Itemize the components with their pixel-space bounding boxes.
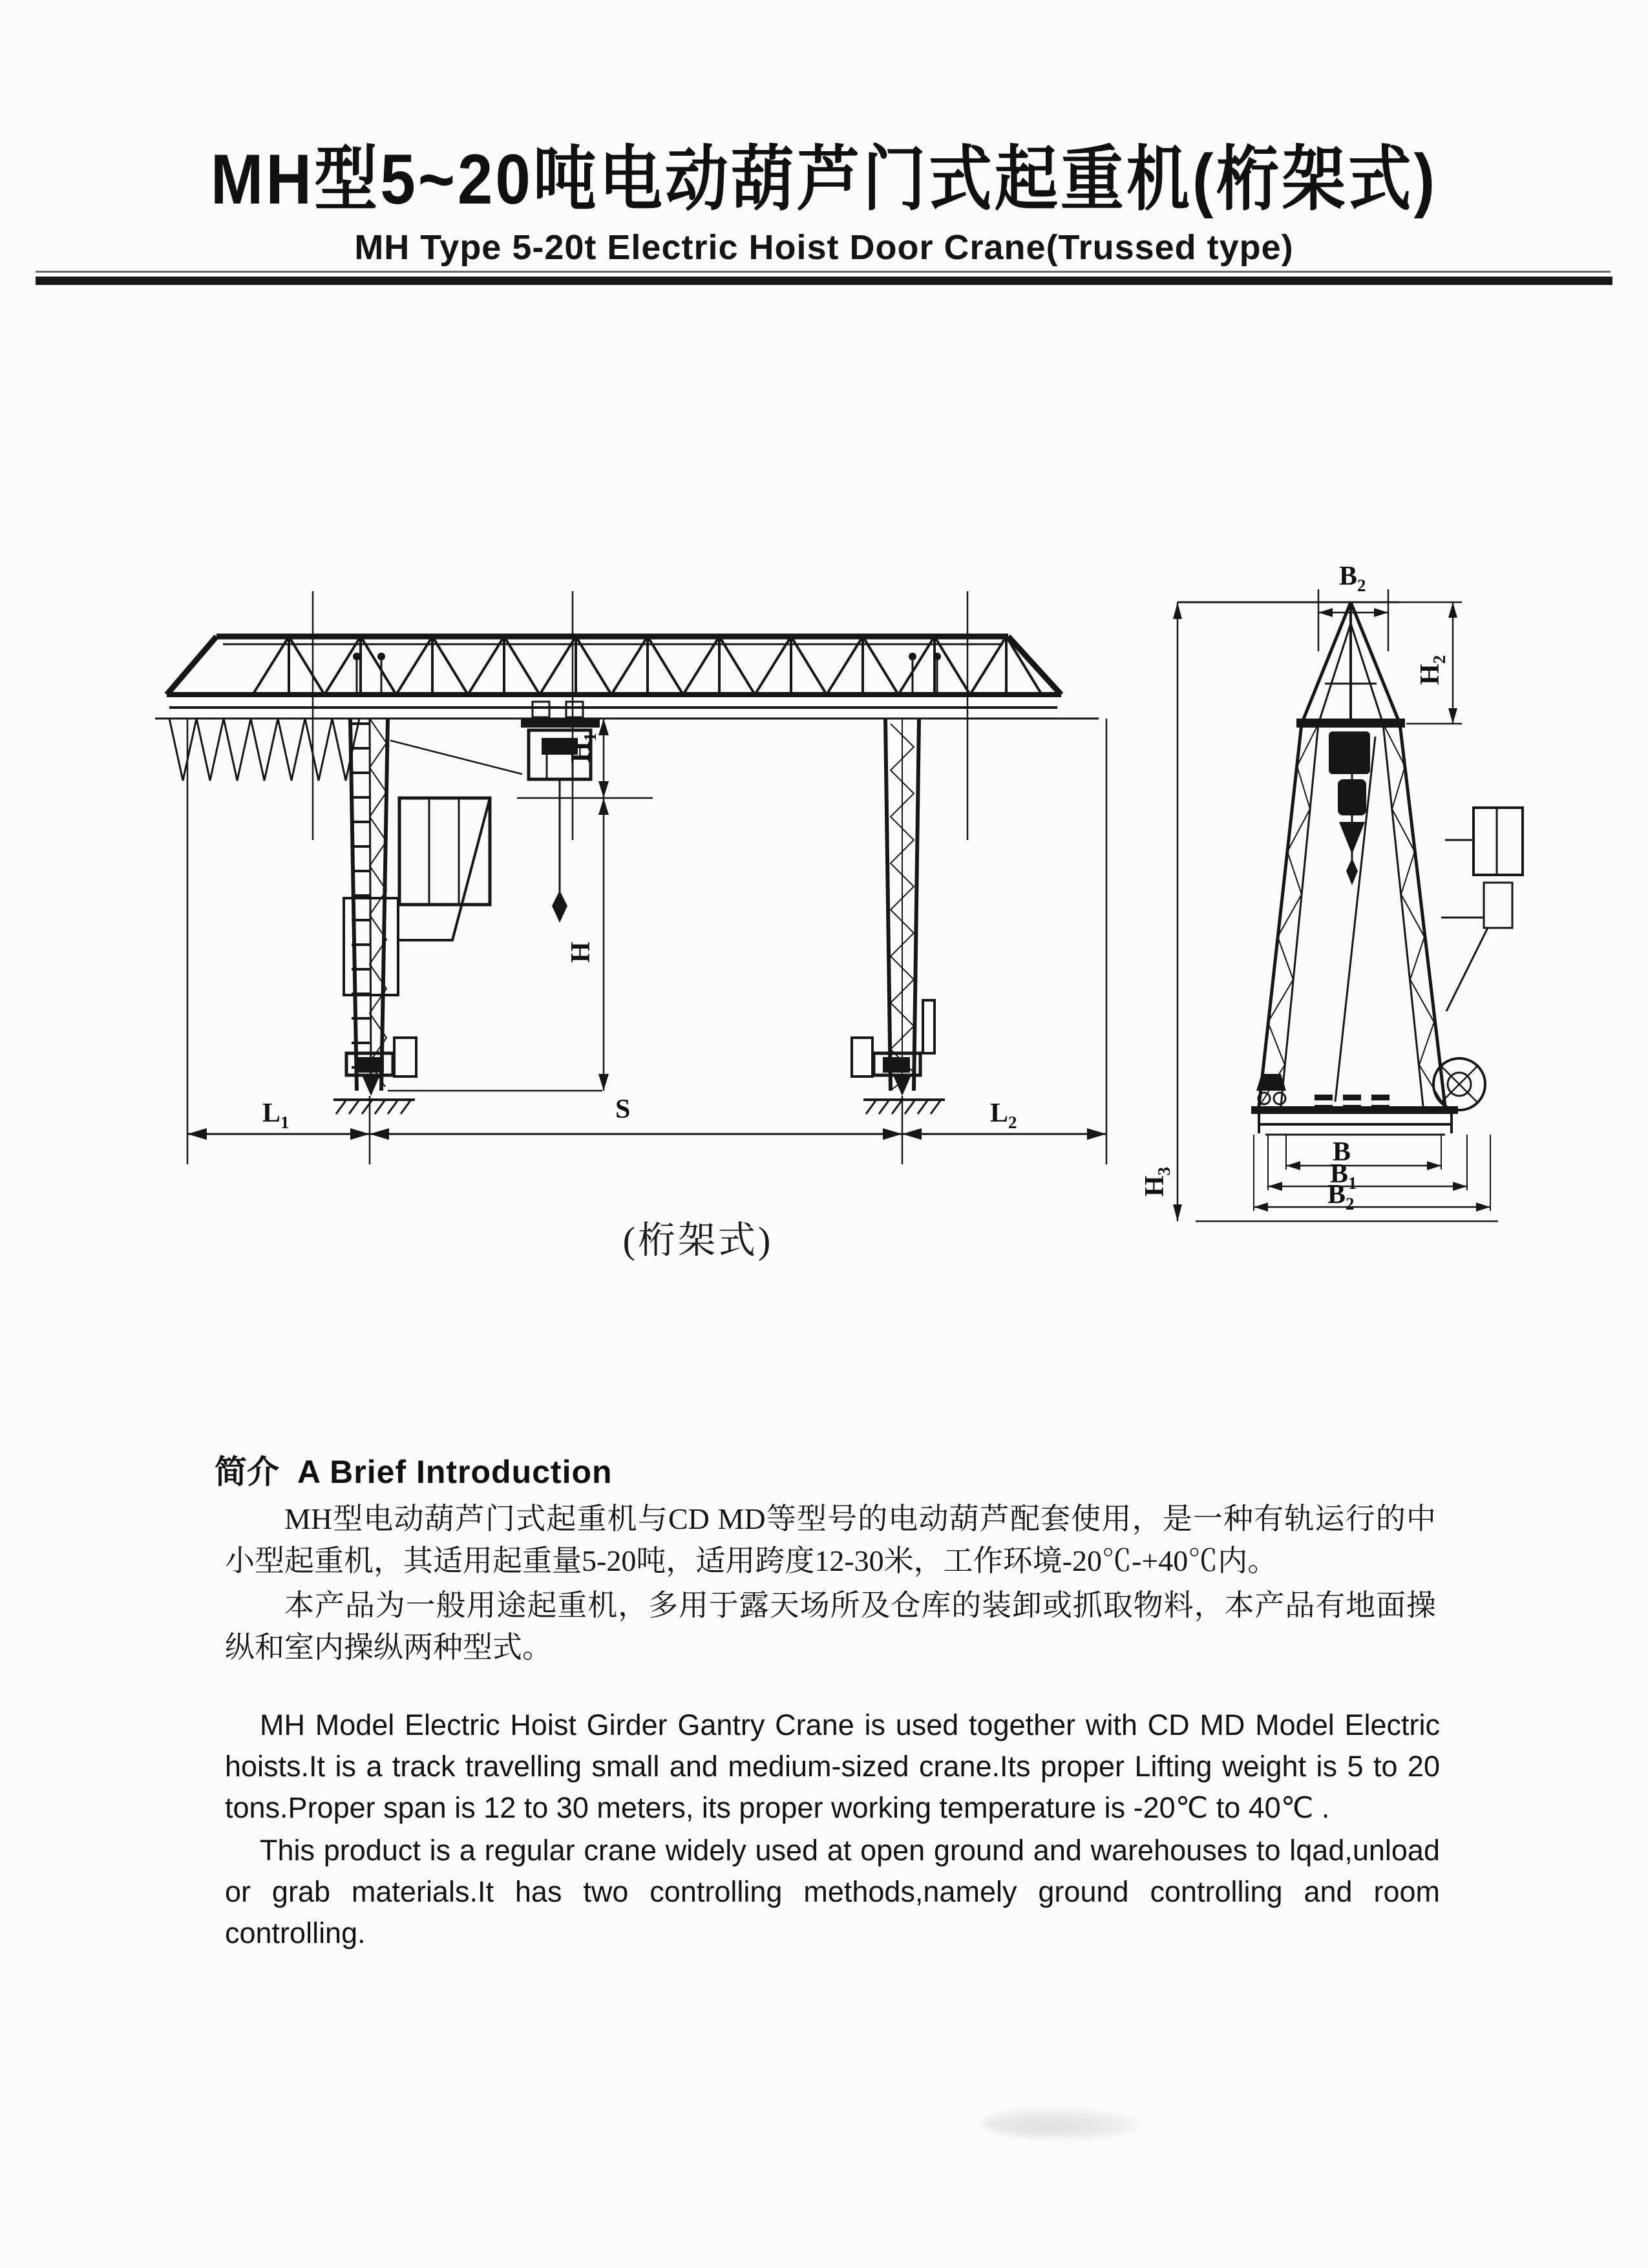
dim-h2 [1389,602,1462,724]
phantom-lines [313,591,967,840]
dim-label-l2: $L_2$ [990,1098,1017,1132]
side-view [1140,562,1523,1221]
dim-label-l1: $L_1$ [262,1098,290,1132]
intro-paragraph-en-1: MH Model Electric Hoist Girder Gantry Crane is used together with CD MD Model Electric hoists.It is a track travelling small and medium-sized crane.Its proper Lifting weight is 5 to 20 tons.Proper span is 12 to 30 meters, its proper working temperature is -20℃ to 40℃ . [225,1708,1440,1824]
dim-label-b: B [1333,1137,1351,1167]
hook-icon [552,890,567,923]
dim-base-widths [1254,1135,1490,1213]
side-hook-icon [1346,858,1358,885]
dim-span [187,719,1106,1164]
side-hoist [1329,731,1370,885]
figure-caption: (桁架式) [622,1219,774,1261]
intro-paragraph-zh-2: 本产品为一般用途起重机，多用于露天场所及仓库的装卸或抓取物料，本产品有地面操纵和室内操纵两种型式。 [225,1589,1436,1664]
section-heading-en: A Brief Introduction [297,1454,613,1490]
dim-label-h: H [566,941,596,963]
left-bogie [333,1038,416,1114]
section-heading [215,1446,613,1493]
sawtooth-edge [169,719,359,781]
dim-height [517,719,653,1091]
page-subtitle: MH Type 5-20t Electric Hoist Door Crane(Trussed type) [354,228,1294,267]
intro-paragraph-en-2: This product is a regular crane widely used at open ground and warehouses to lqad,unload or grab materials.It has two controlling methods,namely ground controlling and room controlling. [225,1834,1440,1949]
dim-label-s: S [615,1095,631,1124]
dim-label-h2: $H_2$ [1415,655,1449,685]
dim-label-b2-top: $B_2$ [1339,562,1366,595]
right-leg [885,719,919,1091]
hoist-trolley [390,702,600,923]
dim-label-h3: $H_3$ [1140,1166,1174,1197]
dim-label-b1: $B_1$ [1330,1159,1357,1193]
page-title: MH型5~20吨电动葫芦门式起重机(桁架式) [210,139,1438,219]
scan-smudge-artifact [982,2108,1144,2139]
dim-label-h1: $H_1$ [566,732,600,762]
intro-paragraph-zh-1: MH型电动葫芦门式起重机与CD MD等型号的电动葫芦配套使用，是一种有轨运行的中小型起重机，其适用起重量5-20吨，适用跨度12-30米，工作环境-20℃-+40℃内。 [225,1502,1436,1578]
base-carriage [1251,1058,1485,1135]
truss-girder [155,636,1099,781]
side-cabin [1441,808,1523,1011]
front-view [155,591,1106,1164]
section-heading-zh: 简介 [215,1454,279,1490]
right-bogie [852,1000,945,1114]
dim-h3 [1140,602,1498,1221]
dim-label-b2: $B_2$ [1327,1180,1355,1213]
rail-clamp [1256,1074,1286,1091]
left-leg [350,719,388,1091]
